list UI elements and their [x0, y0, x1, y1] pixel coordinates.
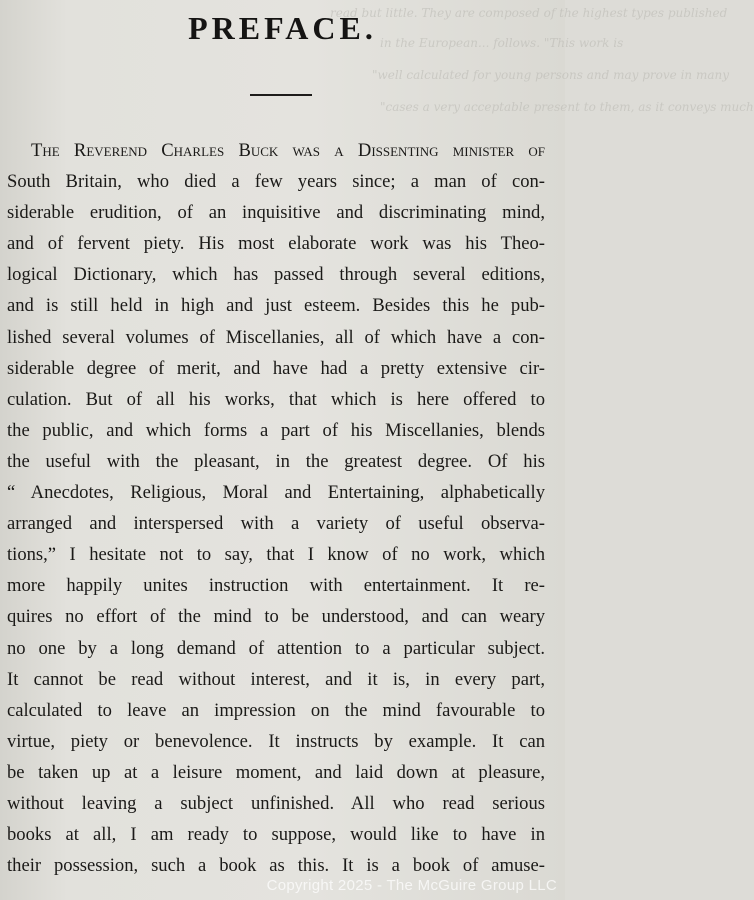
- preface-line: quires no effort of the mind to be understood, and can weary: [7, 606, 545, 628]
- preface-line: the public, and which forms a part of his Miscellanies, blends: [7, 419, 545, 441]
- bleed-line: "well calculated for young persons and may prove in many: [372, 68, 729, 82]
- preface-line: culation. But of all his works, that which is here offered to: [7, 388, 545, 410]
- preface-line: calculated to leave an impression on the mind favourable to: [7, 699, 545, 721]
- copyright-watermark: Copyright 2025 - The McGuire Group LLC: [266, 877, 557, 894]
- preface-line: without leaving a subject unfinished. All who read serious: [7, 792, 545, 814]
- preface-line: It cannot be read without interest, and it is, in every part,: [7, 668, 545, 690]
- bleed-line: in the European... follows. "This work is: [380, 36, 624, 50]
- preface-line-text: The Reverend Charles Buck was a Dissenting minister of: [31, 140, 545, 161]
- preface-line: tions,” I hesitate not to say, that I know of no work, which: [7, 544, 545, 566]
- preface-line: and of fervent piety. His most elaborate work was his Theo-: [7, 233, 545, 255]
- preface-line: South Britain, who died a few years since; a man of con-: [7, 171, 545, 193]
- preface-line: the useful with the pleasant, in the greatest degree. Of his: [7, 450, 545, 472]
- bleed-line: read but little. They are composed of the highest types published: [330, 6, 728, 20]
- preface-line: and is still held in high and just esteem. Besides this he pub-: [7, 295, 545, 317]
- preface-line: no one by a long demand of attention to a particular subject.: [7, 637, 545, 659]
- preface-line: siderable erudition, of an inquisitive and discriminating mind,: [7, 202, 545, 224]
- preface-line: lished several volumes of Miscellanies, all of which have a con-: [7, 326, 545, 348]
- bleed-line: "cases a very acceptable present to them, as it conveys much: [380, 100, 754, 114]
- title-rule-divider: [250, 94, 312, 96]
- preface-line: their possession, such a book as this. It is a book of amuse-: [7, 855, 545, 877]
- preface-line: be taken up at a leisure moment, and laid down at pleasure,: [7, 761, 545, 783]
- preface-line: virtue, piety or benevolence. It instructs by example. It can: [7, 730, 545, 752]
- preface-line: books at all, I am ready to suppose, would like to have in: [7, 824, 545, 846]
- preface-body: [7, 135, 545, 881]
- preface-line: “ Anecdotes, Religious, Moral and Entertaining, alphabetically: [7, 482, 545, 504]
- preface-line: more happily unites instruction with entertainment. It re-: [7, 575, 545, 597]
- preface-line: siderable degree of merit, and have had a pretty extensive cir-: [7, 357, 545, 379]
- page-title: PREFACE.: [188, 10, 377, 46]
- preface-line: arranged and interspersed with a variety of useful observa-: [7, 513, 545, 535]
- preface-line-first: [7, 135, 545, 166]
- preface-line: logical Dictionary, which has passed through several editions,: [7, 264, 545, 286]
